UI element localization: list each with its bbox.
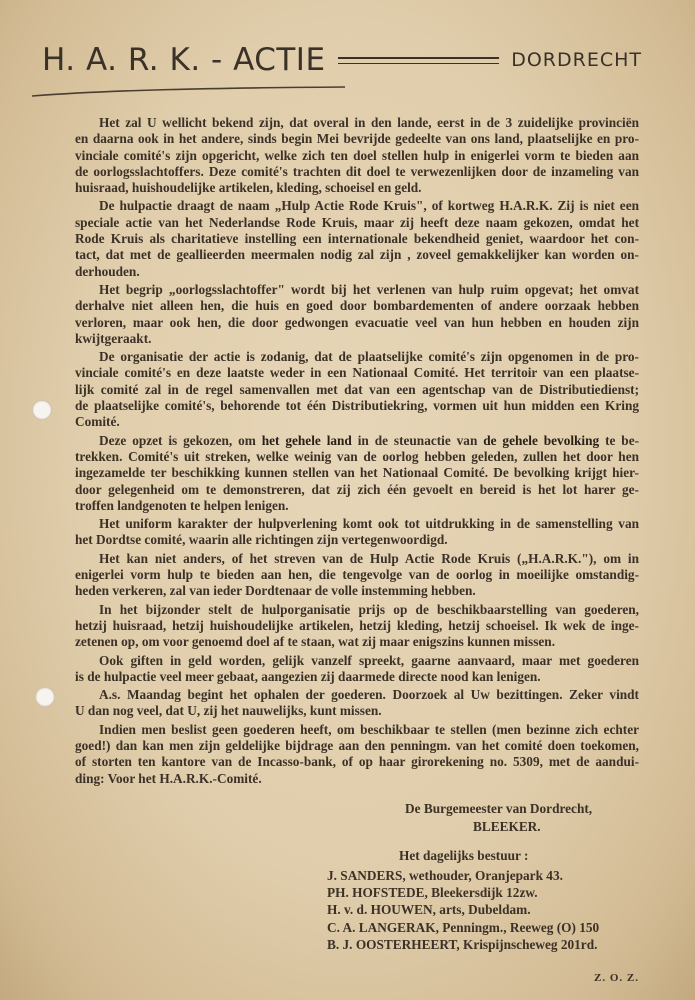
pen-stroke bbox=[30, 84, 350, 104]
text-line: en daarna ook in het andere, sinds begin Mei bevrijde gedeelte van ons land, plaatselijke en pro- bbox=[75, 131, 639, 147]
page-turn-note: Z. O. Z. bbox=[594, 972, 639, 984]
text-line: A.s. Maandag begint het ophalen der goederen. Doorzoek al Uw bezittingen. Zeker vindt bbox=[99, 687, 639, 703]
paragraph bbox=[75, 433, 639, 514]
text-line: verloren, maar ook hen, die door gedwongen evacuatie veel van hun hebben en houden zijn bbox=[75, 314, 639, 330]
text-line: ding: Voor het H.A.R.K.-Comité. bbox=[75, 770, 262, 786]
board-member: C. A. LANGERAK, Penningm., Reeweg (O) 150 bbox=[327, 919, 600, 935]
paragraph bbox=[75, 115, 639, 196]
text-line: In het bijzonder stelt de hulporganisatie prijs op de beschikbaarstelling van goederen, bbox=[99, 601, 639, 617]
text-line: Comité. bbox=[75, 414, 120, 430]
text-line: door gelegenheid om te demonstreren, dat zij zich één gevoelt en bereid is het lot harer ge- bbox=[75, 481, 639, 497]
paragraph bbox=[75, 198, 639, 279]
text-line: kwijtgeraakt. bbox=[75, 330, 152, 346]
text-line: derhouden. bbox=[75, 263, 140, 279]
board-member: J. SANDERS, wethouder, Oranjepark 43. bbox=[327, 868, 563, 883]
text-line: hetzij huisraad, hetzij huishoudelijke artikelen, hetzij kleding, hetzij schoeisel. Ik wek de inge- bbox=[75, 617, 639, 633]
document-header bbox=[42, 38, 642, 82]
text-line: troffen landgenoten te helpen lenigen. bbox=[75, 497, 289, 513]
text-line: zetenen op, om voor genoemd doel af te staan, wat zij maar enigszins kunnen missen. bbox=[75, 634, 556, 650]
punch-hole bbox=[35, 687, 55, 707]
text-line: heden verkeren, zal van ieder Dordtenaar de volle instemming hebben. bbox=[75, 583, 476, 599]
document-title: H. A. R. K. - ACTIE bbox=[42, 42, 326, 78]
board-member: H. v. d. HOUWEN, arts, Dubeldam. bbox=[327, 902, 531, 918]
text-line: Het kan niet anders, of het streven van de Hulp Actie Rode Kruis („H.A.R.K."), om in bbox=[99, 550, 639, 566]
paragraph bbox=[75, 516, 639, 549]
text-line: ingezamelde ter beschikking kunnen stellen van het Nationaal Comité. De bevolking krijgt hier- bbox=[75, 465, 639, 481]
paragraph bbox=[75, 282, 639, 347]
text-line: De hulpactie draagt de naam „Hulp Actie Rode Kruis", of kortweg H.A.R.K. Zij is niet een bbox=[99, 198, 639, 214]
text-line: de oorlogsslachtoffers. Deze comité's trachten dit doel te verwezenlijken door de inzameling van bbox=[75, 163, 639, 179]
text-segment: Deze opzet is gekozen, om bbox=[99, 432, 262, 448]
text-line: U dan nog veel, dat U, zij het nauwelijks, kunt missen. bbox=[75, 703, 382, 719]
paragraph bbox=[75, 602, 639, 651]
text-line: tact, dat met de geallieerden meermalen nodig zal zijn , zoveel gemakkelijker kan worden on- bbox=[75, 247, 639, 263]
title-rule bbox=[338, 57, 500, 64]
text-line: De organisatie der actie is zodanig, dat de plaatselijke comité's zijn opgenomen in de pro- bbox=[99, 349, 639, 365]
text-line: Het begrip „oorlogsslachtoffer" wordt bij het verlenen van hulp ruim opgevat; het omvat bbox=[99, 281, 639, 297]
text-line: lijk comité zal in de regel samenvallen met dat van een agentschap van de Distributiedienst; bbox=[75, 381, 639, 397]
punch-hole bbox=[32, 400, 52, 420]
signature-name: BLEEKER. bbox=[473, 819, 541, 834]
board-heading: Het dagelijks bestuur : bbox=[399, 848, 529, 863]
text-line: of storten ten kantore van de Incasso-bank, of op haar girorekening no. 5309, met de aandui- bbox=[75, 754, 639, 770]
paragraph bbox=[75, 687, 639, 720]
letter-body bbox=[75, 115, 639, 789]
text-line: Indien men beslist geen goederen heeft, om beschikbaar te stellen (men bezinne zich echter bbox=[99, 721, 639, 737]
text-line: derhalve niet alleen hen, die huis en goed door bombardementen of andere oorzaak hebben bbox=[75, 298, 639, 314]
text-line bbox=[75, 433, 639, 449]
text-line: vinciale comité's zijn opgericht, welke zich ten doel stellen hulp in enigerlei vorm te bieden aan bbox=[75, 147, 639, 163]
text-line: het Dordtse comité, waarin alle richtingen zijn vertegenwoordigd. bbox=[75, 532, 448, 548]
signature-role: De Burgemeester van Dordrecht, bbox=[405, 801, 593, 816]
text-segment: in de steunactie van bbox=[351, 432, 484, 448]
text-line: goed!) dan kan men zijn geldelijke bijdrage aan den penningm. van het comité doen toekomen, bbox=[75, 737, 639, 753]
text-line: is de hulpactie veel meer gebaat, aangezien zij daarmede directe nood kan lenigen. bbox=[75, 668, 541, 684]
text-line: speciale actie van het Nederlandse Rode Kruis, maar zij heeft deze naam gekozen, omdat het bbox=[75, 214, 639, 230]
text-line: enigerlei vorm hulp te bieden aan hen, die tengevolge van de oorlog in moeilijke omstandig- bbox=[75, 567, 639, 583]
city-heading: DORDRECHT bbox=[511, 49, 642, 71]
paragraph bbox=[75, 722, 639, 787]
board-member: PH. HOFSTEDE, Bleekersdijk 12zw. bbox=[327, 885, 538, 901]
board-list bbox=[327, 867, 599, 953]
paragraph bbox=[75, 653, 639, 686]
emphasis-text: het gehele land bbox=[261, 432, 352, 448]
text-line: Het uniform karakter der hulpverlening komt ook tot uitdrukking in de samenstelling van bbox=[99, 516, 639, 532]
text-line: vinciale comité's en deze laatste weder in een Nationaal Comité. Het territoir van een plaatse- bbox=[75, 365, 639, 381]
paragraph bbox=[75, 349, 639, 430]
emphasis-text: de gehele bevolking bbox=[483, 432, 600, 448]
text-line: de plaatselijke comité's, behorende tot één Distributiekring, vormen uit hun midden een Kring bbox=[75, 398, 639, 414]
text-line: Ook giften in geld worden, gelijk vanzelf spreekt, gaarne aanvaard, maar met goederen bbox=[99, 652, 639, 668]
text-line: Rode Kruis als charitatieve instelling een internationale bekendheid geniet, waardoor het con- bbox=[75, 231, 639, 247]
text-line: huisraad, huishoudelijke artikelen, kleding, schoeisel en geld. bbox=[75, 180, 422, 196]
text-line: Het zal U wellicht bekend zijn, dat overal in den lande, eerst in de 3 zuidelijke provinciën bbox=[99, 115, 639, 130]
paragraph bbox=[75, 551, 639, 600]
text-line: trekken. Comité's uit streken, welke weinig van de oorlog hebben geleden, zullen het door hen bbox=[75, 448, 639, 464]
board-member: B. J. OOSTERHEERT, Krispijnscheweg 201rd. bbox=[327, 936, 598, 952]
text-segment: te be- bbox=[599, 432, 639, 448]
